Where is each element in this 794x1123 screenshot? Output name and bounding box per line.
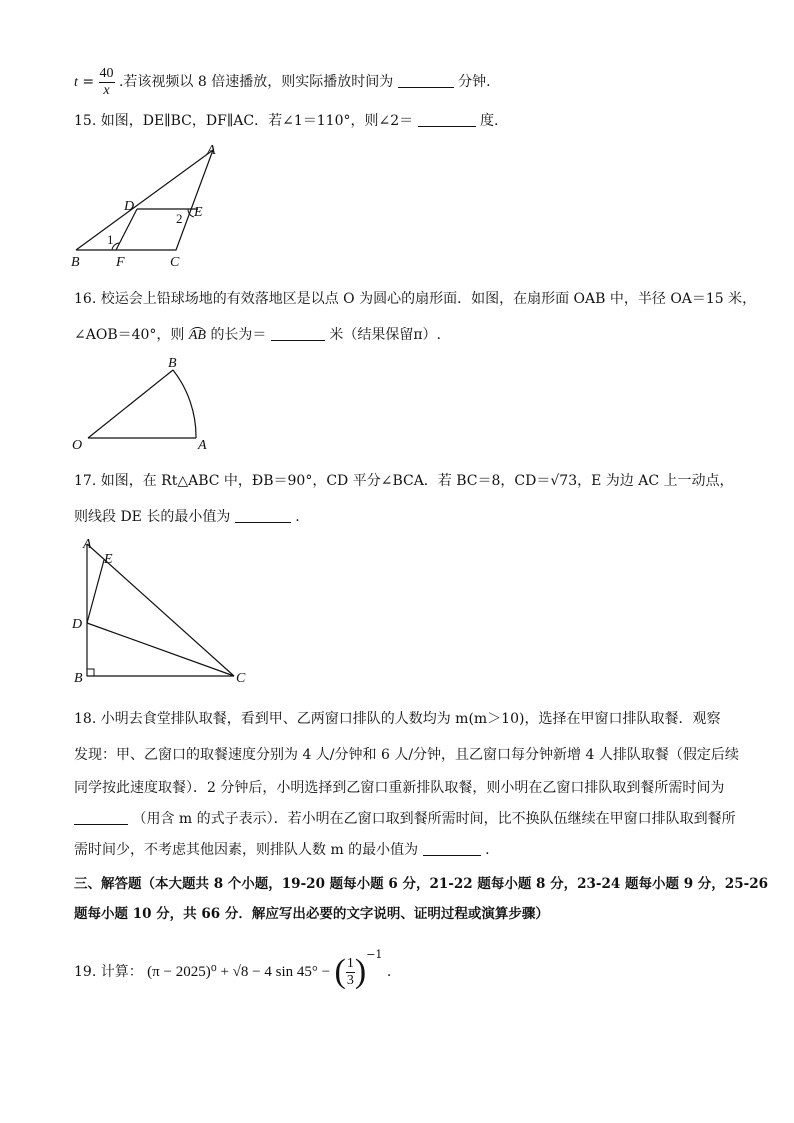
q17-label-d: D (72, 617, 83, 632)
q17-label-e: E (104, 552, 113, 567)
q15-angle-2: 2 (176, 211, 183, 226)
q14-frac-num: 40 (99, 65, 114, 81)
section3-line2: 题每小题 10 分，共 66 分．解应写出必要的文字说明、证明过程或演算步骤） (74, 906, 549, 922)
q16-figure (66, 352, 226, 452)
q16-label-o: O (72, 438, 83, 452)
q17-line1: 17. 如图，在 Rt△ABC 中，ÐB＝90°，CD 平分∠BCA．若 BC＝8，CD＝√73，E 为边 AC 上一动点， (74, 473, 734, 489)
q15-label-e: E (194, 205, 203, 220)
q15-text-line (74, 110, 498, 130)
q16-line2-post: 米（结果保留π）. (329, 327, 441, 343)
q17-line2-end: . (295, 509, 300, 525)
q19-prefix: 19. 计算： (74, 964, 143, 980)
q14-frac-den: x (103, 82, 110, 98)
q19-expr: (π − 2025)⁰ + √8 − 4 sin 45° − (147, 964, 331, 980)
q16-line2 (74, 324, 441, 344)
q19-fraction (346, 956, 355, 989)
q15-text: 15. 如图，DE∥BC，DF∥AC．若∠1＝110°，则∠2＝ (74, 113, 414, 129)
q19-exponent: −1 (366, 948, 383, 961)
q15-answer-blank[interactable] (418, 112, 476, 127)
q19-left-paren: ( (334, 953, 346, 990)
q18-line5-text: 需时间少，不考虑其他因素，则排队人数 m 的最小值为 (74, 842, 419, 858)
q15-angle-1: 1 (107, 232, 114, 247)
q19-right-paren: ) (354, 953, 367, 990)
q16-line2-pre: ∠AOB＝40°，则 (74, 327, 185, 343)
q16-arc-ab: AB (188, 328, 206, 343)
q14-var: t (74, 75, 78, 90)
q18-answer-blank-1[interactable] (74, 810, 128, 825)
q16-line1: 16. 校运会上铅球场地的有效落地区是以点 O 为圆心的扇形面．如图，在扇形面 OAB 中，半径 OA＝15 米， (74, 291, 757, 307)
q19-end: . (386, 964, 392, 980)
q18-line3: 同学按此速度取餐）．2 分钟后，小明选择到乙窗口重新排队取餐，则小明在乙窗口排队取到餐所需时间为 (74, 780, 725, 796)
q15-label-b: B (71, 255, 80, 270)
q18-line4 (74, 808, 736, 828)
q17-figure (66, 532, 256, 692)
section3-line1: 三、解答题（本大题共 8 个小题，19-20 题每小题 6 分，21-22 题每小题 8 分，23-24 题每小题 9 分，25-26 (74, 876, 768, 892)
q17-line2 (74, 506, 300, 526)
q19-frac-den: 3 (346, 972, 354, 988)
q15-label-f: F (116, 255, 125, 270)
q17-label-b: B (74, 671, 83, 686)
q14-line (74, 62, 491, 102)
q15-label-a: A (207, 143, 216, 158)
q18-line2: 发现：甲、乙窗口的取餐速度分别为 4 人/分钟和 6 人/分钟，且乙窗口每分钟新增 4 人排队取餐（假定后续 (74, 747, 739, 763)
q14-eq: = (82, 74, 95, 90)
q19-line (74, 930, 392, 990)
q19-frac-num: 1 (346, 955, 354, 971)
q15-unit: 度. (480, 113, 499, 129)
q15-label-c: C (170, 255, 180, 270)
q14-answer-blank[interactable] (398, 73, 454, 88)
q17-line2-text: 则线段 DE 长的最小值为 (74, 509, 231, 525)
q14-fraction (99, 66, 115, 99)
q18-line5-end: . (485, 842, 490, 858)
q15-figure (60, 140, 240, 270)
q18-line5 (74, 839, 490, 859)
q17-label-c: C (236, 671, 246, 686)
q17-label-a: A (83, 537, 92, 552)
q14-text: .若该视频以 8 倍速播放，则实际播放时间为 (118, 74, 394, 90)
q15-label-d: D (124, 199, 135, 214)
q16-label-a: A (198, 438, 207, 452)
q14-unit: 分钟. (458, 74, 491, 90)
q16-answer-blank[interactable] (271, 326, 325, 341)
q17-answer-blank[interactable] (235, 508, 291, 523)
q16-line2-mid: 的长为＝ (210, 327, 267, 343)
q18-answer-blank-2[interactable] (423, 841, 481, 856)
q18-line4-text: （用含 m 的式子表示）．若小明在乙窗口取到餐所需时间，比不换队伍继续在甲窗口排队取到餐所 (132, 811, 736, 827)
q16-label-b: B (168, 356, 177, 371)
q18-line1: 18. 小明去食堂排队取餐，看到甲、乙两窗口排队的人数均为 m(m＞10)，选择在甲窗口排队取餐．观察 (74, 711, 721, 727)
